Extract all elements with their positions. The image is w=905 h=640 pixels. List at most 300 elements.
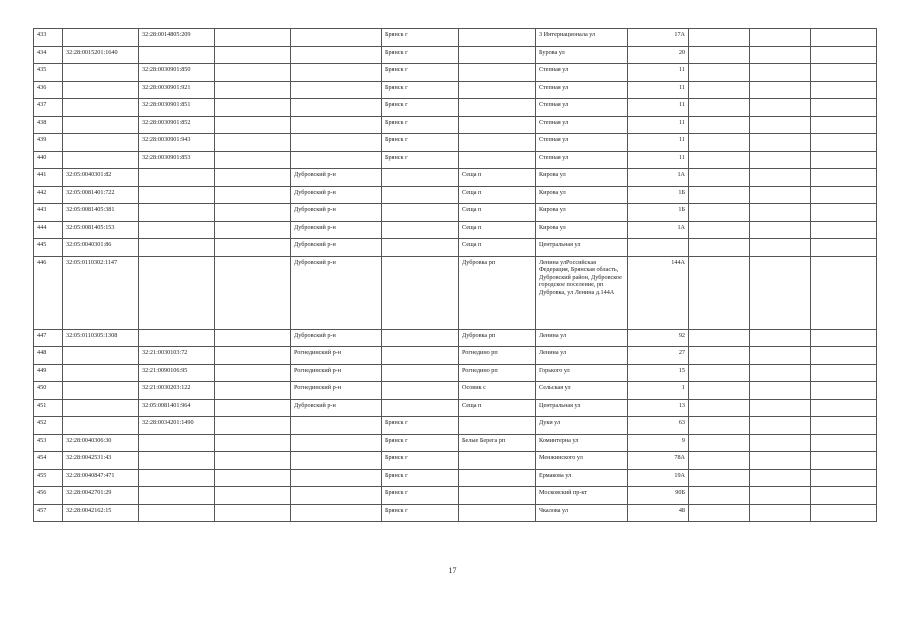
cell-cadastral-number-b [139,239,215,257]
cell-row-number: 457 [34,504,63,522]
cell-row-number: 456 [34,487,63,505]
cell-row-number: 444 [34,221,63,239]
cell-extra-1 [689,64,750,82]
cell-extra-2 [750,452,811,470]
cell-cadastral-number-a: 32:28:0040306:30 [63,434,139,452]
cell-house-number: 11 [628,151,689,169]
cell-house-number: 13 [628,399,689,417]
cell-cadastral-number-a [63,64,139,82]
cell-city [382,204,459,222]
cell-extra-1 [689,347,750,365]
cell-district [291,116,382,134]
cell-district [291,29,382,47]
cell-settlement: Белые Берега рп [459,434,536,452]
cell-city: Брянск г [382,487,459,505]
cell-cadastral-number-b: 32:28:0014805:209 [139,29,215,47]
cell-city [382,186,459,204]
cell-street: 3 Интернационала ул [536,29,628,47]
cell-house-number: 78А [628,452,689,470]
cell-settlement: Рогнедино рп [459,364,536,382]
cell-street: Степная ул [536,64,628,82]
cell-district [291,504,382,522]
cell-cadastral-number-c [215,204,291,222]
cell-extra-1 [689,452,750,470]
cell-extra-2 [750,256,811,329]
cell-cadastral-number-c [215,116,291,134]
cell-settlement: Дубровка рп [459,329,536,347]
cell-house-number: 27 [628,347,689,365]
cell-street: Кирова ул [536,204,628,222]
cell-extra-3 [811,469,877,487]
cell-district: Дубровский р-н [291,239,382,257]
cell-city: Брянск г [382,151,459,169]
cell-cadastral-number-a: 32:05:0081405:153 [63,221,139,239]
cell-district: Дубровский р-н [291,204,382,222]
cell-cadastral-number-b [139,504,215,522]
cell-extra-3 [811,239,877,257]
cell-cadastral-number-b [139,487,215,505]
cell-street: Московский пр-кт [536,487,628,505]
cell-extra-3 [811,347,877,365]
cell-cadastral-number-a [63,134,139,152]
table-row [34,469,877,487]
cell-cadastral-number-c [215,469,291,487]
cell-settlement: Рогнедино рп [459,347,536,365]
cell-extra-1 [689,46,750,64]
cell-cadastral-number-a: 32:05:0110302:1147 [63,256,139,329]
cell-extra-3 [811,81,877,99]
cell-city: Брянск г [382,434,459,452]
cell-settlement [459,452,536,470]
cell-city: Брянск г [382,469,459,487]
cell-settlement [459,417,536,435]
cell-extra-2 [750,186,811,204]
cell-street: Менжинского ул [536,452,628,470]
cell-cadastral-number-a [63,347,139,365]
cell-cadastral-number-c [215,186,291,204]
cell-extra-3 [811,382,877,400]
cell-city: Брянск г [382,46,459,64]
cell-cadastral-number-a [63,29,139,47]
cell-house-number: 11 [628,99,689,117]
cell-district: Дубровский р-н [291,256,382,329]
cell-house-number: 1А [628,221,689,239]
cell-cadastral-number-a: 32:05:0081405:381 [63,204,139,222]
cell-extra-3 [811,221,877,239]
cell-cadastral-number-c [215,81,291,99]
cell-street: Чкалова ул [536,504,628,522]
cell-extra-1 [689,99,750,117]
cell-district: Рогнединский р-н [291,364,382,382]
cell-cadastral-number-b: 32:28:0030901:853 [139,151,215,169]
cell-street: Степная ул [536,99,628,117]
cell-extra-1 [689,186,750,204]
cell-extra-1 [689,169,750,187]
cell-extra-2 [750,469,811,487]
cell-settlement [459,469,536,487]
table-row [34,239,877,257]
cell-street: Ленина ул [536,329,628,347]
cell-city: Брянск г [382,504,459,522]
cell-district [291,134,382,152]
cell-district [291,99,382,117]
cell-cadastral-number-b [139,434,215,452]
table-row [34,46,877,64]
cell-row-number: 452 [34,417,63,435]
cell-settlement [459,46,536,64]
cell-cadastral-number-a: 32:05:0110305:1308 [63,329,139,347]
table-row [34,204,877,222]
cell-row-number: 440 [34,151,63,169]
cell-extra-2 [750,116,811,134]
cell-cadastral-number-a [63,151,139,169]
table-row [34,99,877,117]
cell-cadastral-number-b: 32:28:0030901:852 [139,116,215,134]
property-table [33,28,877,522]
cell-settlement: Сеща п [459,186,536,204]
cell-extra-2 [750,347,811,365]
cell-street: Степная ул [536,116,628,134]
cell-extra-2 [750,46,811,64]
cell-city: Брянск г [382,29,459,47]
cell-extra-3 [811,46,877,64]
cell-extra-1 [689,151,750,169]
cell-cadastral-number-c [215,46,291,64]
cell-settlement [459,64,536,82]
cell-street: Центральная ул [536,239,628,257]
cell-row-number: 453 [34,434,63,452]
cell-cadastral-number-a: 32:28:0015201:1640 [63,46,139,64]
table-row [34,417,877,435]
cell-house-number: 9 [628,434,689,452]
table-row [34,29,877,47]
cell-cadastral-number-a [63,99,139,117]
cell-cadastral-number-c [215,169,291,187]
cell-settlement: Осовик с [459,382,536,400]
cell-city: Брянск г [382,81,459,99]
cell-extra-1 [689,116,750,134]
cell-extra-1 [689,256,750,329]
table-row [34,64,877,82]
cell-extra-1 [689,329,750,347]
table-row [34,151,877,169]
cell-row-number: 435 [34,64,63,82]
cell-house-number: 11 [628,81,689,99]
cell-row-number: 443 [34,204,63,222]
cell-extra-3 [811,434,877,452]
cell-cadastral-number-c [215,399,291,417]
cell-extra-1 [689,29,750,47]
cell-district [291,434,382,452]
cell-extra-3 [811,452,877,470]
cell-district: Дубровский р-н [291,221,382,239]
cell-cadastral-number-a [63,417,139,435]
cell-extra-3 [811,29,877,47]
cell-district [291,151,382,169]
cell-street: Ленина улРоссийская Федерация, Брянская область, Дубровский район, Дубровское городское поселение, рп Дубровка, ул Ленина д.144А [536,256,628,329]
cell-city [382,221,459,239]
cell-cadastral-number-c [215,99,291,117]
cell-extra-3 [811,504,877,522]
cell-settlement [459,487,536,505]
cell-district [291,417,382,435]
cell-house-number [628,239,689,257]
cell-cadastral-number-c [215,29,291,47]
table-row [34,186,877,204]
cell-house-number: 1 [628,382,689,400]
cell-house-number: 11 [628,116,689,134]
cell-street: Ермакова ул [536,469,628,487]
cell-city [382,239,459,257]
cell-extra-3 [811,186,877,204]
cell-district [291,487,382,505]
cell-street: Кирова ул [536,169,628,187]
cell-extra-1 [689,417,750,435]
cell-cadastral-number-a: 32:28:0042701:29 [63,487,139,505]
cell-row-number: 442 [34,186,63,204]
cell-row-number: 447 [34,329,63,347]
cell-cadastral-number-c [215,347,291,365]
cell-extra-2 [750,29,811,47]
cell-row-number: 449 [34,364,63,382]
cell-row-number: 445 [34,239,63,257]
table-row [34,452,877,470]
cell-extra-1 [689,81,750,99]
cell-city: Брянск г [382,452,459,470]
cell-cadastral-number-c [215,151,291,169]
cell-cadastral-number-c [215,64,291,82]
cell-house-number: 11 [628,134,689,152]
cell-extra-2 [750,99,811,117]
cell-extra-2 [750,364,811,382]
cell-row-number: 441 [34,169,63,187]
cell-city [382,256,459,329]
cell-row-number: 436 [34,81,63,99]
cell-house-number: 1А [628,169,689,187]
table-row [34,169,877,187]
cell-extra-3 [811,399,877,417]
cell-cadastral-number-a: 32:28:0040847:471 [63,469,139,487]
cell-cadastral-number-c [215,239,291,257]
table-row [34,434,877,452]
table-row [34,399,877,417]
cell-cadastral-number-c [215,504,291,522]
cell-house-number: 63 [628,417,689,435]
cell-extra-2 [750,417,811,435]
cell-cadastral-number-b [139,256,215,329]
cell-row-number: 454 [34,452,63,470]
cell-extra-2 [750,239,811,257]
cell-extra-1 [689,399,750,417]
cell-cadastral-number-b: 32:28:0030901:850 [139,64,215,82]
cell-cadastral-number-a [63,382,139,400]
cell-house-number: 144А [628,256,689,329]
cell-cadastral-number-b: 32:21:0030103:72 [139,347,215,365]
cell-cadastral-number-b [139,186,215,204]
cell-cadastral-number-a: 32:05:0040301:82 [63,169,139,187]
cell-cadastral-number-a [63,399,139,417]
cell-district: Дубровский р-н [291,329,382,347]
cell-city [382,329,459,347]
cell-cadastral-number-b: 32:21:0090106:95 [139,364,215,382]
cell-district [291,469,382,487]
cell-cadastral-number-b: 32:21:0030203:122 [139,382,215,400]
cell-cadastral-number-c [215,364,291,382]
cell-street: Бурова ул [536,46,628,64]
cell-city [382,347,459,365]
cell-street: Ленина ул [536,347,628,365]
cell-extra-2 [750,134,811,152]
cell-city [382,169,459,187]
cell-settlement [459,151,536,169]
cell-extra-3 [811,256,877,329]
cell-extra-2 [750,504,811,522]
cell-extra-1 [689,469,750,487]
cell-district [291,64,382,82]
cell-extra-1 [689,504,750,522]
table-row [34,487,877,505]
cell-extra-2 [750,399,811,417]
cell-house-number: 1Б [628,186,689,204]
cell-row-number: 433 [34,29,63,47]
cell-cadastral-number-a [63,116,139,134]
table-row [34,329,877,347]
cell-extra-3 [811,204,877,222]
cell-extra-3 [811,116,877,134]
cell-cadastral-number-c [215,382,291,400]
cell-cadastral-number-c [215,452,291,470]
table-row [34,382,877,400]
cell-settlement [459,81,536,99]
cell-extra-2 [750,329,811,347]
cell-cadastral-number-a [63,81,139,99]
cell-extra-2 [750,151,811,169]
cell-extra-3 [811,64,877,82]
cell-city: Брянск г [382,64,459,82]
cell-row-number: 439 [34,134,63,152]
cell-city [382,382,459,400]
cell-district [291,46,382,64]
cell-district: Дубровский р-н [291,169,382,187]
cell-cadastral-number-c [215,417,291,435]
cell-extra-2 [750,169,811,187]
cell-settlement: Дубровка рп [459,256,536,329]
cell-settlement [459,504,536,522]
cell-district: Рогнединский р-н [291,347,382,365]
cell-district [291,81,382,99]
cell-extra-1 [689,239,750,257]
cell-cadastral-number-b: 32:28:0030901:943 [139,134,215,152]
cell-row-number: 438 [34,116,63,134]
cell-settlement [459,99,536,117]
cell-extra-3 [811,99,877,117]
cell-house-number: 48 [628,504,689,522]
table-row [34,81,877,99]
cell-cadastral-number-b: 32:05:0081401:964 [139,399,215,417]
cell-house-number: 1Б [628,204,689,222]
cell-district [291,452,382,470]
cell-house-number: 90Б [628,487,689,505]
table-row [34,504,877,522]
cell-cadastral-number-b [139,46,215,64]
cell-extra-1 [689,382,750,400]
table-row [34,347,877,365]
cell-cadastral-number-b [139,469,215,487]
cell-extra-3 [811,134,877,152]
table-row [34,116,877,134]
page-number: 17 [448,566,457,575]
table-row [34,134,877,152]
cell-extra-1 [689,364,750,382]
cell-district: Дубровский р-н [291,186,382,204]
cell-house-number: 11 [628,64,689,82]
cell-extra-1 [689,434,750,452]
cell-extra-2 [750,81,811,99]
cell-settlement [459,134,536,152]
cell-settlement [459,29,536,47]
table-row [34,364,877,382]
cell-settlement: Сеща п [459,239,536,257]
cell-cadastral-number-c [215,487,291,505]
cell-settlement: Сеща п [459,221,536,239]
cell-city [382,364,459,382]
cell-cadastral-number-b [139,169,215,187]
cell-extra-2 [750,221,811,239]
cell-extra-3 [811,169,877,187]
cell-row-number: 437 [34,99,63,117]
cell-extra-1 [689,204,750,222]
cell-cadastral-number-b [139,452,215,470]
cell-extra-1 [689,134,750,152]
cell-street: Кирова ул [536,221,628,239]
cell-extra-3 [811,151,877,169]
cell-row-number: 446 [34,256,63,329]
cell-cadastral-number-b [139,204,215,222]
cell-extra-1 [689,221,750,239]
cell-extra-2 [750,382,811,400]
cell-house-number: 20 [628,46,689,64]
cell-extra-2 [750,487,811,505]
cell-cadastral-number-c [215,434,291,452]
cell-settlement: Сеща п [459,399,536,417]
cell-cadastral-number-a: 32:05:0081401:722 [63,186,139,204]
cell-extra-2 [750,204,811,222]
cell-cadastral-number-a: 32:05:0040301:86 [63,239,139,257]
table-row [34,221,877,239]
cell-street: Центральная ул [536,399,628,417]
cell-settlement: Сеща п [459,169,536,187]
cell-district: Рогнединский р-н [291,382,382,400]
cell-street: Степная ул [536,81,628,99]
cell-house-number: 92 [628,329,689,347]
cell-city: Брянск г [382,417,459,435]
cell-cadastral-number-c [215,134,291,152]
cell-city [382,399,459,417]
cell-city: Брянск г [382,134,459,152]
cell-cadastral-number-b: 32:28:0034201:1490 [139,417,215,435]
cell-city: Брянск г [382,116,459,134]
cell-row-number: 448 [34,347,63,365]
cell-row-number: 434 [34,46,63,64]
cell-cadastral-number-a: 32:28:0042162:15 [63,504,139,522]
cell-cadastral-number-c [215,256,291,329]
cell-extra-3 [811,487,877,505]
cell-street: Дуки ул [536,417,628,435]
cell-street: Коминтерна ул [536,434,628,452]
cell-row-number: 451 [34,399,63,417]
cell-cadastral-number-b [139,221,215,239]
cell-extra-3 [811,364,877,382]
